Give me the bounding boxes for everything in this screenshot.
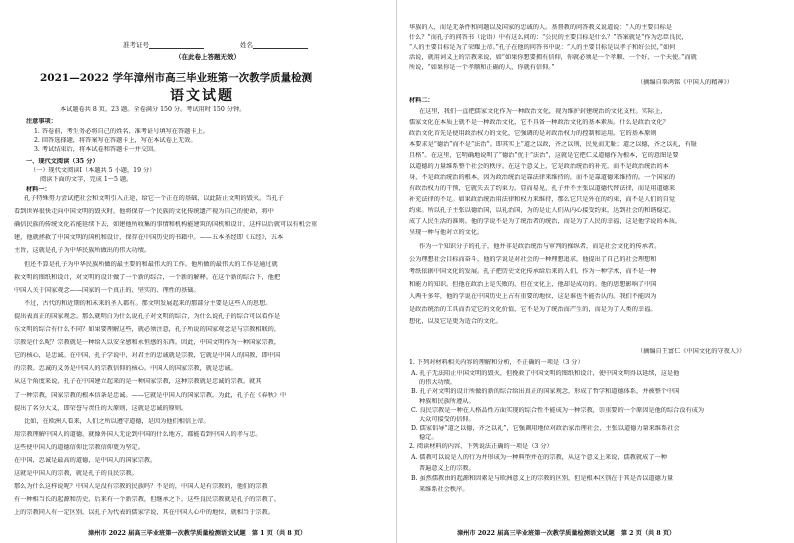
text-line: 政治文化首先是使用政治权力的文化，它强调的是对政治权力的控制和运用。它的基本原则 xyxy=(409,130,657,137)
text-line: 和能力的知识。但他在政治上是失败的，但在文化上，他却是成功的。他的思想影响了中国 xyxy=(409,280,657,288)
text-line: 在中国，忠诚是最高的道德，是中国人的国家宗教。 xyxy=(14,457,157,464)
text-line: 本要求是“德治”而不是“法治”。即其实上“道之以政，齐之以刑，民免而无耻；道之以德，齐之以礼，有耻 xyxy=(409,141,698,148)
text-line: 不过，古代的和近期的和未来的圣人都有。那文明发展起来的那部分主要是这些人的思想。 xyxy=(24,299,272,307)
text-line: B. 虽然儒教由的起源和因素是与欧洲意义上的宗教的区别，但是根本区别在于其是否以道德力量 xyxy=(411,475,674,482)
text-line: 考纸依据中国文化的发展。孔子把历史文化传承给后来的人们，作为一种学术，而不是一种 xyxy=(409,268,657,275)
text-line: 来维系社会秩序。 xyxy=(419,485,469,493)
note-item: 3. 考试结束后，将本试卷和答题卡一并交回。 xyxy=(34,146,160,153)
text-line: 身，不是政治统治的根本，因为政治统治是靠法律来维持的，而不是靠道德来维持的。一个国家的 xyxy=(409,174,676,181)
text-line: 儒家文化在本质上就不是一种政治文化，它不具备一种政治文化的基本素质。什么是政治文化？ xyxy=(409,119,669,126)
text-line: 比如，在欧洲人看来，人们之所以遵守道德，是因为他们相信上帝。 xyxy=(24,417,210,425)
text-line: 但还不算是孔子为中华民族所做的最主要的和最伟大的工作。他所做的最伟大的工作是通过就 xyxy=(24,260,278,268)
text-line: 呈现一种与他对立的文化。 xyxy=(409,229,484,236)
text-line: 成了人民生活的准则。他的学说不是为了统治者的统治，而是为了人民的幸福，这是他学说的本质， xyxy=(409,218,682,225)
subject-title: 语文试题 xyxy=(170,88,234,104)
text-line: 有一种相当长的起源和历史，后来有一个新宗教，但继承之下，这些良民宗教就是孔子的宗教了。 xyxy=(14,496,281,504)
text-line: 孔子特殊努力尝试把社会和文明引入正途，给它一个正在的基础，以此防止文明的毁灭。当孔子 xyxy=(24,195,284,202)
question-2-stem: 2. 阅读材料的内容，下列说法正确的一项是（3 分） xyxy=(409,443,553,450)
text-line: 从这个角度来说，孔子在中国建立起来的是一种国家宗教，这种宗教就是忠诚的宗教。就其 xyxy=(14,378,262,386)
source-citation: （摘编自王富仁《中国文化的守夜人》） xyxy=(637,348,746,355)
text-line: 中国人关于国家观念——国家的一个真正的、坚实的、理性的基础。 xyxy=(14,286,200,294)
text-line: 以道德的力量维系整个社会的秩序。在这个意义上，它是政治统治的补充，而不是政治统治的本 xyxy=(409,163,669,170)
text-line: 看到世界很快走向中国文明的毁灭时，他将保存一个民族的文化传统遗产视为自己的使命，将中 xyxy=(14,208,274,216)
text-line: 主旨，这就是孔子为中华民族所做出的伟大功绩。 xyxy=(14,247,151,255)
text-line: 确信民族的传统文化若能延续下去，如建他所收集的事情和机构能建筑的国机和设计，这样以后就可以有机会重 xyxy=(14,221,318,229)
text-line: 宗教是什么呢？宗教就是一种给人以安全感和永恒感的东西。因此，中国文明作为一种国家宗教， xyxy=(14,339,281,347)
text-line: 它的核心，是忠诚。在中国，孔子学说中，对君主的忠诚就是宗教，它就是中国人的国教，即中国 xyxy=(14,352,281,360)
section-heading: 一、现代文阅读（35 分） xyxy=(26,158,99,165)
text-line: 救文明的图纸和设计，对文明的设计做了一个新的综合，一个新的解释。在这个新的综合下，他把 xyxy=(14,273,281,281)
question-1-stem: 1. 下列对材料相关内容的理解和分析，不正确的一项是（3 分） xyxy=(409,359,584,366)
text-line: 了一种宗教，国家宗教的根本信条是忠诚。——它就是中国人的国家宗教。为此，孔子在《春秋》中 xyxy=(14,391,287,399)
text-line: 东文明的综合有什么不同？如果要理解这些，就必须注意，孔子所说的国家观念是与宗教相联的， xyxy=(14,326,281,333)
page-footer: 漳州市 2022 届高三毕业班第一次教学质量检测语文试题 第 1 页（共 8 页） xyxy=(88,530,307,537)
text-line: A. 儒教可以说是人的行为并形成为一种典型并在的宗教，从这个意义上来说，儒教就成了一种 xyxy=(411,454,667,461)
subsection-heading: （一）现代文阅读Ⅰ（本题共 5 小题，19 分） xyxy=(30,167,156,174)
reading-instruction: 阅读下面的文字，完成 1～5 题。 xyxy=(40,176,133,183)
text-line: B. 孔子对文明的设计所做的新的综合给出真正的国家观念，形成了哲学和道德体系，并被整个中国 xyxy=(411,388,680,396)
exam-info: 本试题卷共 8 页，23 题。全卷满分 150 分。考试用时 150 分钟。 xyxy=(60,106,246,113)
text-line: 用宗教理解中国人的道德，就像外国人无论到中国的什么地方，都能看到中国人的孝与忠。 xyxy=(14,430,262,438)
text-line: 有政治权力的干预，它就失去了约束力。显而易见，孔子并不主张以道德代替法律，而是用道德来 xyxy=(409,185,676,192)
text-line: 的宗教。忠诚的义务是中国人的宗教信仰的核心。中国人的国家宗教，就是忠诚。 xyxy=(14,365,237,373)
text-line: 这些使中国人的道德信仰比宗教信仰更为坚定。 xyxy=(14,443,144,451)
text-line: D. 儒家倡导“道之以德，齐之以礼”，它强调用地位对政治家治理社会，主张以道德力量来维系社会 xyxy=(411,425,680,433)
text-line: 约束。所以孔子主张以德治国，以礼治国，为的是让人们从内心接受约束，达到社会的和谐稳定。 xyxy=(409,207,676,214)
text-line: 建，他就拯救了中国文明的国机和设计，保存在中国历史的书籍中。——五本圣经即《五经》，五本 xyxy=(14,234,284,242)
page-2 xyxy=(397,0,794,543)
exam-title: 2021—2022 学年漳州市高三毕业班第一次教学质量检测 xyxy=(40,72,313,84)
text-line: 在这里，我们一直把儒家文化作为一种政治文化，视为维护封建统治的文化支柱。实际上， xyxy=(419,108,667,115)
exam-number-label: 准考证号 xyxy=(123,40,204,49)
note-item: 1. 答卷前，考生务必将自己的姓名、准考证号填写在答题卡上。 xyxy=(34,128,209,135)
text-line: C. 良民宗教是一种在人格品性方面实现的综合性不能成为一种宗教，崇重要的一个原因是他的综合没有成为 xyxy=(411,406,705,414)
no-answer-note: （在此卷上答题无效） xyxy=(175,53,240,61)
text-line: 公为理想社会目标而奋斗，他的学说是对社会的一种理想追求，他提出了自己的社会理想和 xyxy=(409,255,657,263)
text-line: 所说，“如果你是一个孝顺和正确的人，你就有信仰。” xyxy=(409,64,555,71)
text-line: 那么为什么这样说呢？中国人是没有宗教的民族吗？不是的，中国人是有宗教的，他们的宗教 xyxy=(14,483,268,491)
text-line: 提出表真正的国家观念。那么就明白为什么说孔子对文明的综合，为什么说孔子的综合可以看作是 xyxy=(14,312,281,320)
notes-heading: 注意事项： xyxy=(26,118,57,125)
text-line: 作为一个知识分子的孔子，他并非是政治统治与审判的操纵者，而是社会文化的传承者。 xyxy=(419,243,661,250)
text-line: 想化，以及它是更为适合的文化。 xyxy=(409,318,502,325)
page-footer: 漳州市 2022 届高三毕业班第一次教学质量检测语文试题 第 2 页（共 8 页） xyxy=(457,530,676,537)
text-line: 稳定。 xyxy=(419,434,438,442)
text-line: 上的宗教同人有一定区别，以孔子为代表的儒家学说，其在中国人心中的地位，就相当于宗教。 xyxy=(14,509,274,517)
text-line: 种族和民族所遵从。 xyxy=(419,397,475,405)
text-line: 提出了名分大义，即荣誉与责任的大原则，这就是忠诚的原则。 xyxy=(14,404,188,412)
text-line: 什么？”而孔子的问答书（论语）中有这么问的：“公民的主要目标是什么？”答案就是“作为忠臣良民， xyxy=(409,34,688,41)
name-label: 姓名 xyxy=(240,40,308,49)
material-label: 材料二： xyxy=(409,97,434,104)
text-line: 华族的人，而是无条件和问题以及国家的忠诚的人。基督教的问答教义说道说：“人的主要目标是 xyxy=(409,24,673,31)
text-line: 补充法律的不足。如果政治统治用法律和权力来维持，那么它只是外在的约束，而不是人们的自觉 xyxy=(409,196,676,203)
text-line: A. 孔子无法阻止中国文明的毁灭，但挽救了中国文明的图纸和设计，使中国文明得以延续，这是他 xyxy=(411,370,680,377)
source-citation: （摘编自辜鸿铭《中国人的精神》） xyxy=(637,79,733,86)
text-line: 是政治统治的工具而否定它的文化价值，它不是为了统治而产生的，而是为了人类的幸福。 xyxy=(409,305,657,313)
text-line: 人两千多年，他的学说在中国历史上占有重要的地位，这是谁也不能否认的。我们不能因为 xyxy=(409,293,657,300)
note-item: 2. 回答选择题，将答案写在答题卡上，写在本试卷上无效。 xyxy=(34,137,197,144)
text-line: 且格”。在这里，它明确地说明了“德治”优于“法治”，这就是它把仁义道德作为根本，它的意图是要 xyxy=(409,152,679,159)
text-line: 的伟大功绩。 xyxy=(419,379,457,387)
text-line: 普遍意义上的宗教。 xyxy=(419,464,475,472)
text-line: 活说，就用词义上的宗教来说，如“如果你想要拥有信仰，你就必须是一个孝顺、一个好、一个天使。”而就 xyxy=(409,54,697,61)
text-line: “人的主要目标是为了荣耀上帝。”孔子在他的问答书中说：“人的主要目标是以孝子和好公民，”如何 xyxy=(409,44,676,51)
text-line: 大众可接受的信仰。 xyxy=(419,416,475,423)
text-line: 这就是中国人的宗教，就是孔子的良民宗教。 xyxy=(14,470,138,478)
material-label: 材料一： xyxy=(26,186,51,193)
